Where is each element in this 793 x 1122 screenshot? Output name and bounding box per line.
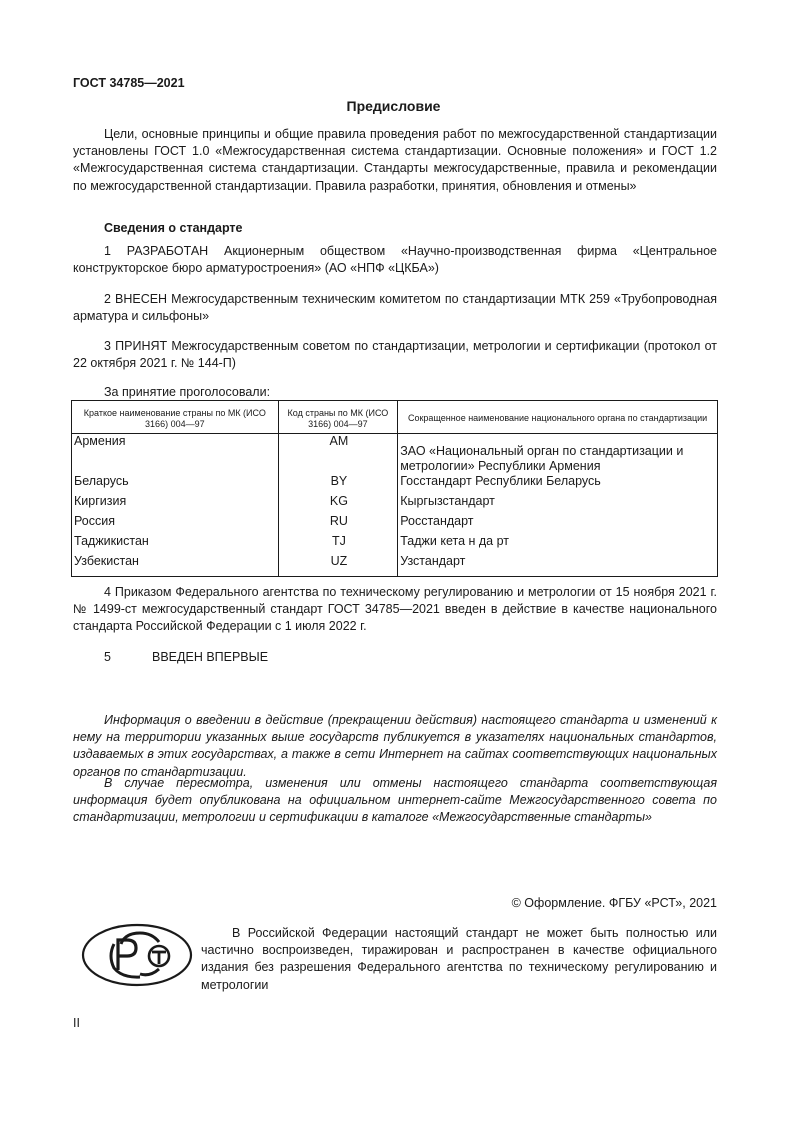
code-cell: UZ <box>278 554 398 577</box>
page-number: II <box>73 1016 80 1030</box>
table-row <box>72 554 718 577</box>
code-cell: KG <box>278 494 398 514</box>
body-cell: Росстандарт <box>398 514 718 534</box>
column-header-code: Код страны по МК (ИСО 3166) 004—97 <box>278 401 398 434</box>
table-row <box>72 474 718 494</box>
table-row <box>72 494 718 514</box>
notice-paragraph-2: В случае пересмотра, изменения или отмены настоящего стандарта соответствующая информация будет опубликована на официальном интернет-сайте Межгосударственного совета по стандартизации, метрологии и сертификации в каталоге «Межгосударственные стандарты» <box>73 776 717 825</box>
info-item-5 <box>104 650 268 664</box>
code-cell: RU <box>278 514 398 534</box>
country-cell: Беларусь <box>72 474 279 494</box>
country-cell: Армения <box>72 434 279 475</box>
body-cell: Таджи кета н да рт <box>398 534 718 554</box>
document-id: ГОСТ 34785—2021 <box>73 76 185 90</box>
section-heading: Сведения о стандарте <box>104 221 243 235</box>
item-5-text: ВВЕДЕН ВПЕРВЫЕ <box>152 650 269 664</box>
table-row <box>72 534 718 554</box>
country-cell: Россия <box>72 514 279 534</box>
item-5-number: 5 <box>104 650 111 664</box>
code-cell: TJ <box>278 534 398 554</box>
body-cell: Кыргызстандарт <box>398 494 718 514</box>
body-cell: Госстандарт Республики Беларусь <box>398 474 718 494</box>
body-cell: ЗАО «Национальный орган по стандартизации и метрологии» Республики Армения <box>398 434 718 475</box>
info-item-1: 1 РАЗРАБОТАН Акционерным обществом «Научно-производственная фирма «Центральное конструкторское бюро арматуростроения» (АО «НПФ «ЦКБА») <box>73 244 717 276</box>
notice-paragraph-1: Информация о введении в действие (прекращении действия) настоящего стандарта и изменений к нему на территории указанных выше государств публикуется в указателях национальных стандартов, издаваемых в этих государствах, а также в сети Интернет на сайтах соответствующих национальных органов по стандартизации. <box>73 713 717 779</box>
column-header-country: Краткое наименование страны по МК (ИСО 3166) 004—97 <box>72 401 279 434</box>
foreword-intro: Цели, основные принципы и общие правила проведения работ по межгосударственной стандартизации установлены ГОСТ 1.0 «Межгосударственная система стандартизации. Основные положения» и ГОСТ 1.2 «Межгосударственная система стандартизации. Стандарты межгосударственные, правила и рекомендации по межгосударственной стандартизации. Правила разработки, принятия, обновления и отмены» <box>73 127 717 193</box>
info-item-3: 3 ПРИНЯТ Межгосударственным советом по стандартизации, метрологии и сертификации (протокол от 22 октября 2021 г. № 144-П) <box>73 339 717 371</box>
rights-notice: В Российской Федерации настоящий стандарт не может быть полностью или частично воспроизведен, тиражирован и распространен в качестве официального издания без разрешения Федерального агентства по техническому регулированию и метрологии <box>201 926 717 992</box>
table-row <box>72 434 718 475</box>
table-header-row <box>72 401 718 434</box>
copyright-notice: © Оформление. ФГБУ «РСТ», 2021 <box>511 896 717 910</box>
info-item-2: 2 ВНЕСЕН Межгосударственным техническим комитетом по стандартизации МТК 259 «Трубопроводная арматура и сильфоны» <box>73 292 717 324</box>
info-item-4: 4 Приказом Федерального агентства по техническому регулированию и метрологии от 15 ноября 2021 г. № 1499-ст межгосударственный стандарт ГОСТ 34785—2021 введен в действие в качестве национального стандарта Российской Федерации с 1 июля 2022 г. <box>73 585 717 634</box>
code-cell: BY <box>278 474 398 494</box>
page-title: Предисловие <box>346 98 441 114</box>
table-row <box>72 514 718 534</box>
column-header-body: Сокращенное наименование национального органа по стандартизации <box>398 401 718 434</box>
rst-logo-icon <box>80 922 194 988</box>
vote-label: За принятие проголосовали: <box>104 385 271 399</box>
country-cell: Таджикистан <box>72 534 279 554</box>
body-cell: Узстандарт <box>398 554 718 577</box>
code-cell: AM <box>278 434 398 475</box>
country-cell: Киргизия <box>72 494 279 514</box>
country-cell: Узбекистан <box>72 554 279 577</box>
voting-table <box>71 400 718 577</box>
